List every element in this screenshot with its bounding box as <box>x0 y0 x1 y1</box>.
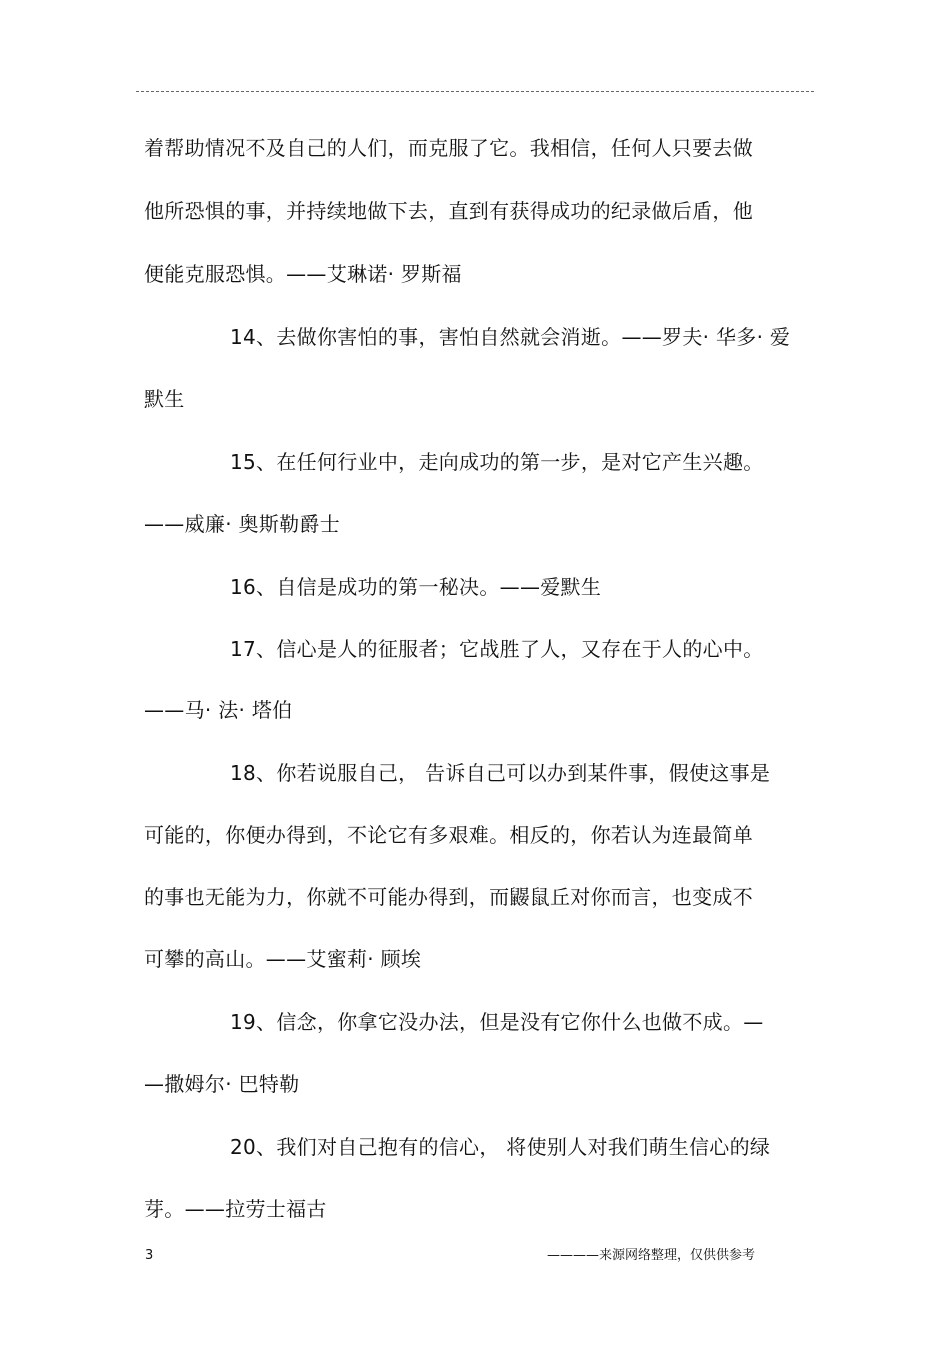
text-line: 芽。——拉劳士福古 <box>144 1197 327 1221</box>
text-line: —撒姆尔· 巴特勒 <box>144 1072 300 1096</box>
text-line: 可能的，你便办得到，不论它有多艰难。相反的，你若认为连最简单 <box>144 823 753 847</box>
text-line: ——威廉· 奥斯勒爵士 <box>144 512 341 536</box>
footer-source-note: ————来源网络整理，仅供供参考 <box>547 1248 756 1263</box>
page-number: 3 <box>145 1248 154 1263</box>
text-line: 他所恐惧的事，并持续地做下去，直到有获得成功的纪录做后盾，他 <box>144 199 753 223</box>
quote-14-line: 14、去做你害怕的事，害怕自然就会消逝。——罗夫· 华多· 爱 <box>230 325 791 349</box>
text-line: 便能克服恐惧。——艾琳诺· 罗斯福 <box>144 262 462 286</box>
text-line: 可攀的高山。——艾蜜莉· 顾埃 <box>144 947 422 971</box>
quote-18-line: 18、你若说服自己， 告诉自己可以办到某件事，假使这事是 <box>230 761 771 785</box>
text-line: 着帮助情况不及自己的人们，而克服了它。我相信，任何人只要去做 <box>144 136 753 160</box>
text-line: 默生 <box>144 387 185 411</box>
quote-20-line: 20、我们对自己抱有的信心， 将使别人对我们萌生信心的绿 <box>230 1135 771 1159</box>
text-line: ——马· 法· 塔伯 <box>144 698 293 722</box>
text-line: 的事也无能为力，你就不可能办得到，而鼹鼠丘对你而言，也变成不 <box>144 885 753 909</box>
quote-17-line: 17、信心是人的征服者；它战胜了人，又存在于人的心中。 <box>230 637 764 661</box>
header-divider <box>136 91 814 92</box>
quote-15-line: 15、在任何行业中，走向成功的第一步，是对它产生兴趣。 <box>230 450 764 474</box>
quote-16-line: 16、自信是成功的第一秘决。——爱默生 <box>230 575 602 599</box>
quote-19-line: 19、信念，你拿它没办法，但是没有它你什么也做不成。— <box>230 1010 764 1034</box>
